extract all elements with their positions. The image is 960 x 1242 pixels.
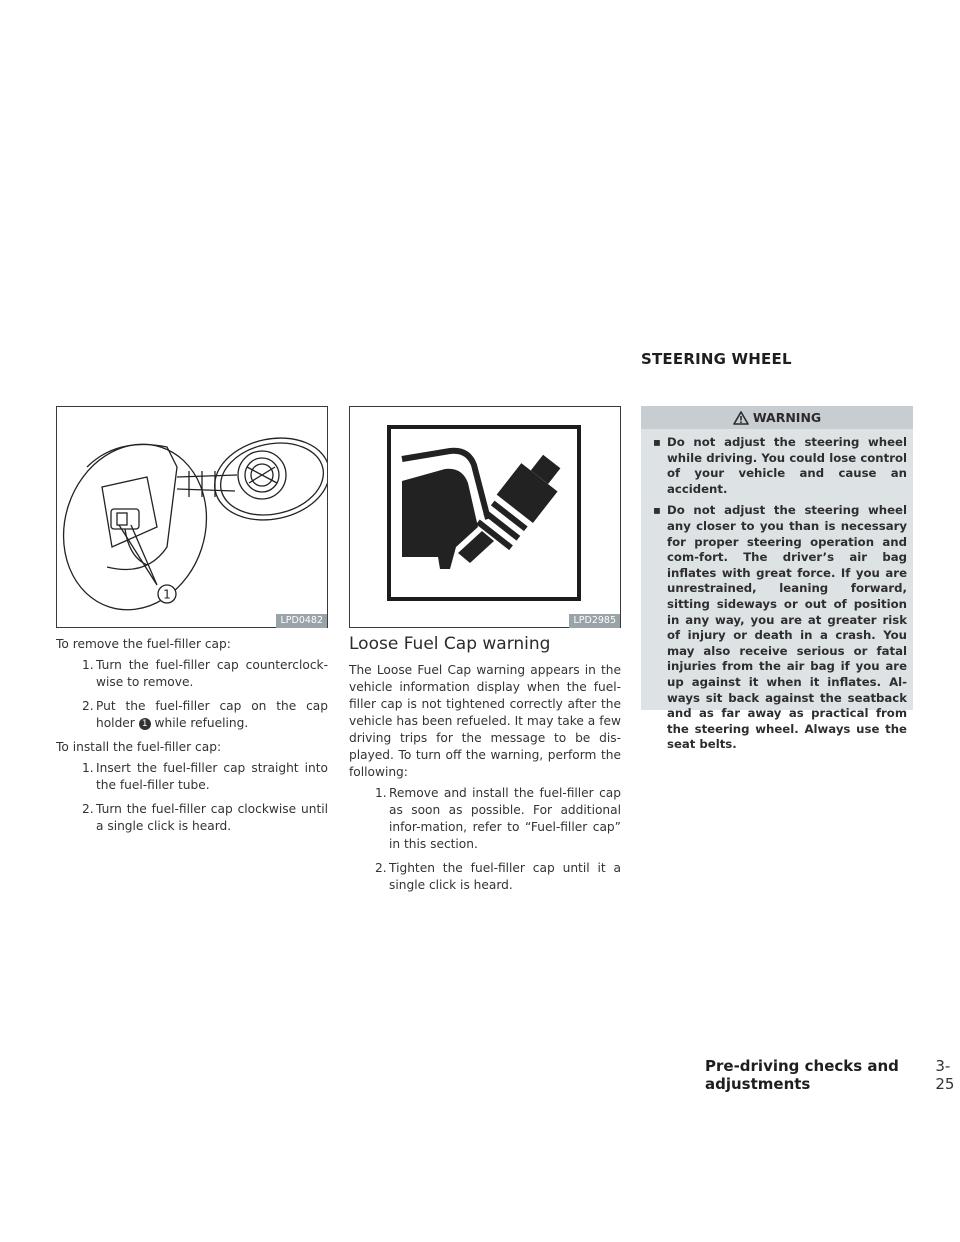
list-item: 2. Turn the fuel-filler cap clockwise until a single click is heard. [82, 802, 328, 833]
chapter-title: Pre-driving checks and adjustments [705, 1057, 899, 1093]
callout-number: 1 [163, 587, 171, 602]
figure-label: LPD2985 [569, 614, 620, 628]
warning-box [641, 406, 913, 752]
warning-title: WARNING [752, 410, 822, 425]
left-column [56, 636, 328, 835]
list-item: 1. Turn the fuel-filler cap counterclock-wise to remove. [82, 658, 328, 689]
list-item: 2. Tighten the fuel-filler cap until it a single click is heard. [375, 861, 621, 892]
warning-bullet: ▪ Do not adjust the steering wheel any closer to you than is necessary for proper steering operation and com-fort. The driver’s air bag inflates with great force. If you are unrestrained, leaning forward, sitting sideways or out of position in any way, you are at greater risk of injury or death in a crash. You may also receive serious or fatal injuries from the air bag if you are up against it when it inflates. Al-ways sit back against the seatback and as far away as practical from the steering wheel. Always use the seat belts. [653, 503, 907, 752]
loose-fuel-cap-icon [350, 407, 620, 627]
figure-label: LPD0482 [276, 614, 327, 628]
page-number: 3-25 [935, 1057, 955, 1093]
fuel-filler-cap-illustration [57, 407, 327, 627]
list-item: 1. Remove and install the fuel-filler cap as soon as possible. For additional infor-mation, refer to “Fuel-filler cap” in this section. [375, 786, 621, 851]
list-item: 1. Insert the fuel-filler cap straight into the fuel-filler tube. [82, 761, 328, 792]
paragraph: The Loose Fuel Cap warning appears in the vehicle information display when the fuel-filler cap is not tightened correctly after the vehicle has been refueled. It may take a few driving trips for the message to be dis-played. To turn off the warning, perform the following: [349, 663, 621, 779]
page-footer [705, 1057, 960, 1093]
callout-badge: 1 [139, 718, 151, 730]
remove-intro: To remove the fuel-filler cap: [56, 637, 231, 651]
install-intro: To install the fuel-filler cap: [56, 740, 222, 754]
warning-header [641, 406, 913, 429]
loose-fuel-cap-figure [349, 406, 621, 628]
warning-triangle-icon [733, 411, 749, 425]
subsection-heading: Loose Fuel Cap warning [349, 634, 551, 654]
fuel-filler-cap-figure [56, 406, 328, 628]
section-title: STEERING WHEEL [641, 350, 792, 368]
warning-bullet: ▪ Do not adjust the steering wheel while driving. You could lose control of your vehicle and cause an accident. [653, 435, 907, 496]
list-item: 2. Put the fuel-filler cap on the cap holder 1 while refueling. [82, 699, 328, 730]
middle-column [349, 634, 621, 894]
